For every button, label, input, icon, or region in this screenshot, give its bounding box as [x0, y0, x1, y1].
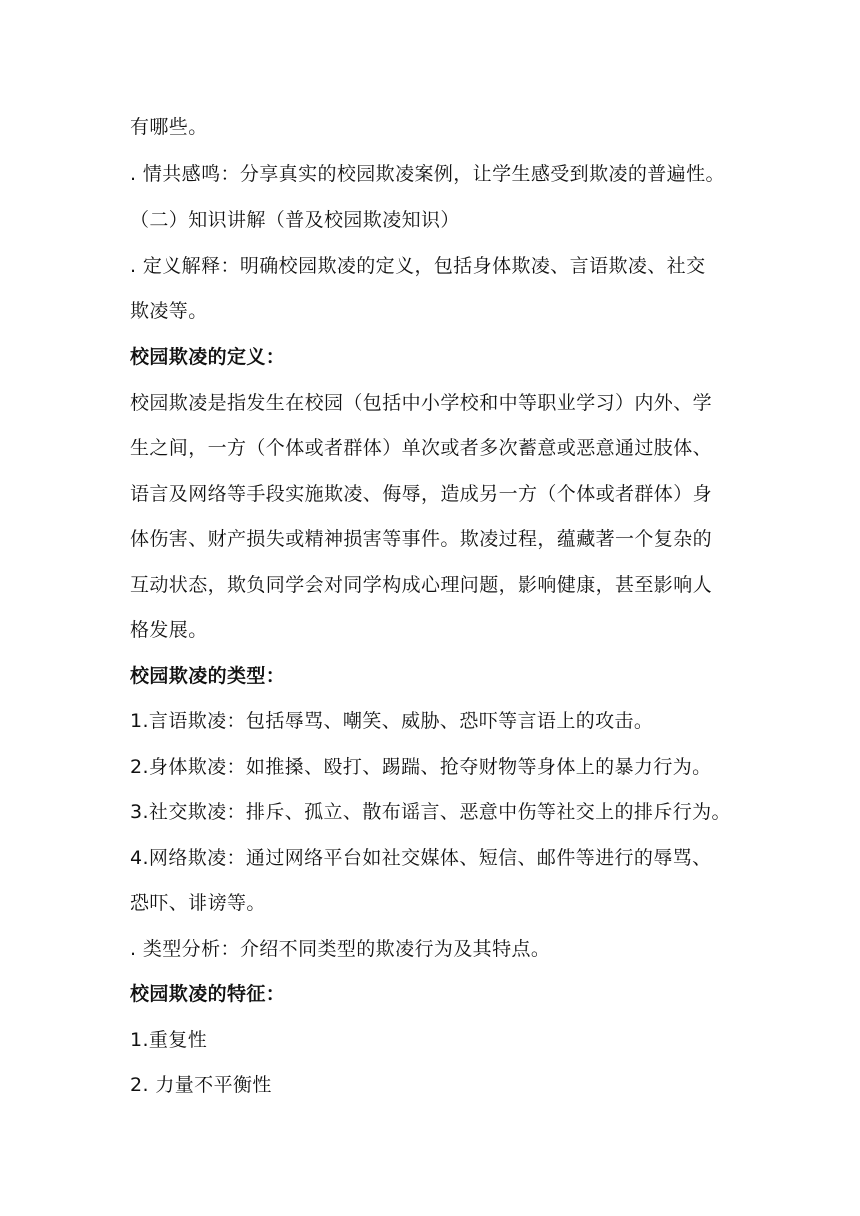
text-line-8: 生之间，一方（个体或者群体）单次或者多次蓄意或恶意通过肢体、	[130, 437, 713, 459]
text-line-9: 语言及网络等手段实施欺凌、侮辱，造成另一方（个体或者群体）身	[130, 483, 713, 505]
section-heading-types: 校园欺凌的类型：	[130, 665, 286, 687]
text-line-5: 欺凌等。	[130, 300, 208, 322]
text-line-17: 4.网络欺凌：通过网络平台如社交媒体、短信、邮件等进行的辱骂、	[130, 847, 712, 869]
text-line-18: 恐吓、诽谤等。	[130, 892, 266, 914]
text-line-12: 格发展。	[130, 619, 208, 641]
text-line-21: 1.重复性	[130, 1029, 208, 1051]
text-line-2: . 情共感鸣：分享真实的校园欺凌案例，让学生感受到欺凌的普遍性。	[130, 163, 725, 185]
text-line-1: 有哪些。	[130, 116, 208, 138]
text-line-16: 3.社交欺凌：排斥、孤立、散布谣言、恶意中伤等社交上的排斥行为。	[130, 801, 731, 823]
text-line-11: 互动状态，欺负同学会对同学构成心理问题，影响健康，甚至影响人	[130, 574, 713, 596]
text-line-4: . 定义解释：明确校园欺凌的定义，包括身体欺凌、言语欺凌、社交	[130, 255, 706, 277]
section-heading-definition: 校园欺凌的定义：	[130, 346, 286, 368]
text-line-15: 2.身体欺凌：如推搡、殴打、踢踹、抢夺财物等身体上的暴力行为。	[130, 756, 712, 778]
text-line-19: . 类型分析：介绍不同类型的欺凌行为及其特点。	[130, 938, 551, 960]
text-line-3: （二）知识讲解（普及校园欺凌知识）	[130, 209, 460, 231]
section-heading-features: 校园欺凌的特征：	[130, 983, 286, 1005]
text-line-10: 体伤害、财产损失或精神损害等事件。欺凌过程，蕴藏著一个复杂的	[130, 528, 713, 550]
text-line-22: 2. 力量不平衡性	[130, 1074, 272, 1096]
text-line-7: 校园欺凌是指发生在校园（包括中小学校和中等职业学习）内外、学	[130, 392, 713, 414]
text-line-14: 1.言语欺凌：包括辱骂、嘲笑、威胁、恐吓等言语上的攻击。	[130, 710, 654, 732]
